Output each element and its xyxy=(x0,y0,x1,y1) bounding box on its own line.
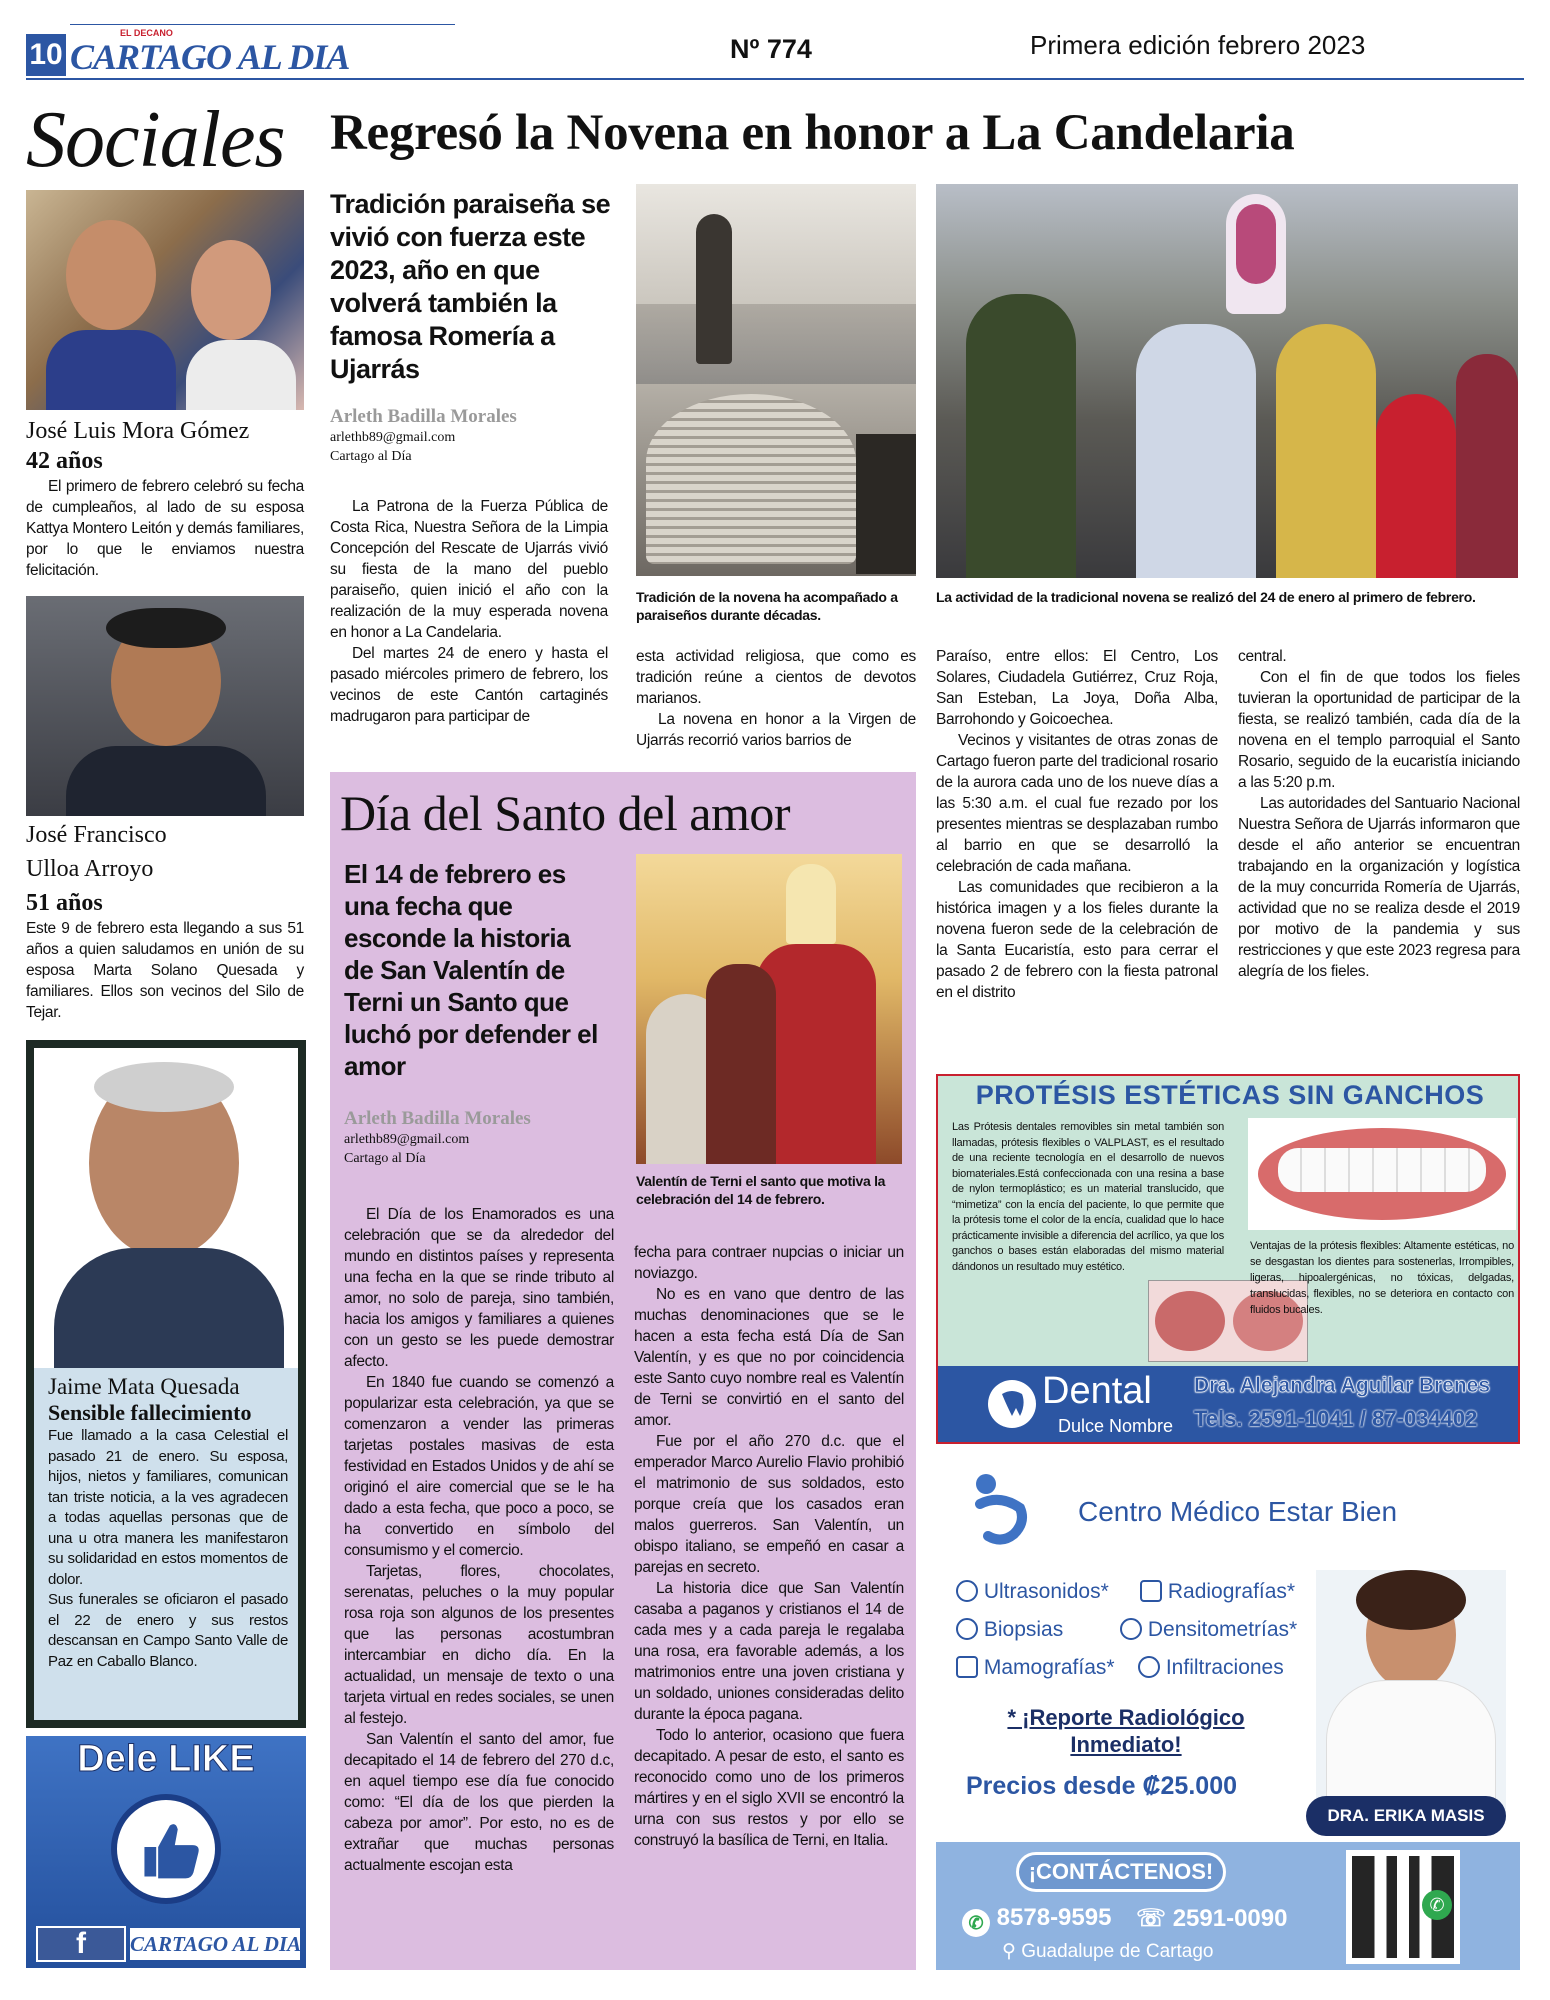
dental-brand-sub: Dulce Nombre xyxy=(1058,1416,1174,1436)
person1-name: José Luis Mora Gómez xyxy=(26,418,250,444)
main-col-3: Paraíso, entre ellos: El Centro, Los Solares, Ciudadela Gutiérrez, Cruz Roja, San Esteban, La Joya, Doña Alba, Barrohondo y Goicoechea. Vecinos y visitantes de otras zonas de Cartago fueron parte del tradicional rosario de la aurora cada uno de los nueve días a las 5:30 a.m. el cual fue rezado por los presentes mientras se desplazaban rumbo al barrio en que se desarrolló la celebración de cada mañana. Las comunidades que recibieron a la histórica imagen y a los fieles durante la novena fueron sede de la celebración de la Santa Eucaristía, esto para cerrar el pasado 2 de febrero con la fiesta patronal en el distrito xyxy=(936,648,1218,1001)
valentin-headline: Día del Santo del amor xyxy=(340,785,790,841)
valentin-email: arlethb89@gmail.com xyxy=(344,1132,470,1147)
person1-age: 42 años xyxy=(26,448,103,474)
xray-icon xyxy=(1140,1580,1162,1602)
valentin-author: Arleth Badilla Morales xyxy=(344,1108,531,1129)
medical-ad xyxy=(936,1460,1520,1970)
service-item: Ultrasonidos* xyxy=(956,1580,1109,1604)
like-ad-logo: CARTAGO AL DIA xyxy=(130,1928,300,1960)
qr-code[interactable] xyxy=(1346,1850,1460,1964)
header-rule xyxy=(26,78,1524,80)
location: ⚲ Guadalupe de Cartago xyxy=(1002,1941,1214,1962)
main-byline xyxy=(330,406,620,466)
dental-ad-footer xyxy=(938,1366,1520,1444)
obituary-title: Sensible fallecimiento xyxy=(48,1400,252,1425)
photo2-caption: La actividad de la tradicional novena se realizó del 24 de enero al primero de febrero. xyxy=(936,589,1476,605)
dental-brand: Dental xyxy=(1042,1370,1152,1412)
header-rule-top xyxy=(70,24,455,25)
contact-button[interactable]: ¡CONTÁCTENOS! xyxy=(1016,1852,1226,1892)
main-email: arlethb89@gmail.com xyxy=(330,430,456,445)
phone-icon: ☏ xyxy=(1136,1905,1167,1932)
densitometry-icon xyxy=(1120,1618,1142,1640)
masthead-title: CARTAGO AL DIA xyxy=(70,37,350,77)
masthead-decano: EL DECANO xyxy=(120,28,173,38)
facebook-icon[interactable]: f xyxy=(36,1926,126,1962)
whatsapp-phone[interactable]: ✆ 8578-9595 xyxy=(962,1904,1111,1937)
dental-doctor: Dra. Alejandra Aguilar Brenes xyxy=(1194,1374,1491,1397)
main-col-4: central. Con el fin de que todos los fieles tuvieran la oportunidad de participar de la fiesta, se realizó también, cada día de la novena en el templo parroquial el Santo Rosario, seguido de la eucaristía iniciando a las 5:20 p.m. Las autoridades del Santuario Nacional Nuestra Señora de Ujarrás informaron que desde el año anterior se encuentran trabajando en la organización y logística de la muy concurrida Romería de Ujarrás, actividad que no se realiza desde el 2019 por motivo de la pandemia y sus restricciones y que este 2023 regresa para alegría de los fieles. xyxy=(1238,648,1520,980)
main-outlet: Cartago al Día xyxy=(330,449,412,464)
page-number: 10 xyxy=(26,34,66,76)
biopsy-icon xyxy=(956,1618,978,1640)
report-text: * ¡Reporte Radiológico Inmediato! xyxy=(1007,1705,1245,1757)
service-item: Biopsias xyxy=(956,1618,1063,1642)
contact-band xyxy=(936,1842,1520,1970)
valentin-box xyxy=(330,772,916,1970)
dental-ad xyxy=(936,1074,1520,1444)
mammography-icon xyxy=(956,1656,978,1678)
service-item: Infiltraciones xyxy=(1138,1656,1284,1680)
whatsapp-icon: ✆ xyxy=(962,1909,990,1937)
like-ad-title: Dele LIKE xyxy=(77,1738,255,1780)
person1-text: El primero de febrero celebró su fecha de cumpleaños, al lado de su esposa Kattya Montero Leitón y demás familiares, por lo que le enviamos nuestra felicitación. xyxy=(26,478,304,579)
prices-text: Precios desde ₡25.000 xyxy=(966,1772,1237,1800)
dental-phones: Tels. 2591-1041 / 87-034402 xyxy=(1194,1406,1478,1431)
landline-phone[interactable]: ☏ 2591-0090 xyxy=(1136,1905,1288,1932)
thumbs-up-icon[interactable] xyxy=(111,1794,221,1904)
medical-title: Centro Médico Estar Bien xyxy=(1078,1496,1398,1527)
valentin-byline xyxy=(344,1108,604,1168)
obituary-body: Fue llamado a la casa Celestial el pasado 21 de enero. Su esposa, hijos, nietos y familiares, comunican tan triste noticia, a la ves agradecen a todas aquellas personas que de una u otra manera les manifestaron su solidaridad en estos momentos de dolor. Sus funerales se oficiaron el pasado el 22 de enero y sus restos descansan en Campo Santo Valle de Paz en Caballo Blanco. xyxy=(48,1427,288,1670)
service-item: Densitometrías* xyxy=(1120,1618,1297,1642)
tooth-icon xyxy=(988,1380,1036,1428)
main-col-1: La Patrona de la Fuerza Pública de Costa Rica, Nuestra Señora de la Limpia Concepción del Rescate de Ujarrás vivió su fiesta de la mano del pueblo paraiseño, quien inició el año con la realización de la muy esperada novena en honor a La Candelaria. Del martes 24 de enero y hasta el pasado miércoles primero de febrero, los vecinos de este Cantón cartaginés madrugaron para participar de xyxy=(330,498,608,725)
doctor-photo xyxy=(1316,1570,1506,1820)
service-item: Radiografías* xyxy=(1140,1580,1295,1604)
section-title: Sociales xyxy=(26,96,285,184)
procession-photo xyxy=(936,184,1518,578)
masthead-logo xyxy=(70,28,350,78)
valentin-outlet: Cartago al Día xyxy=(344,1151,426,1166)
ultrasound-icon xyxy=(956,1580,978,1602)
location-pin-icon: ⚲ xyxy=(1002,1941,1016,1962)
obituary-box xyxy=(26,1040,306,1728)
service-item: Mamografías* xyxy=(956,1656,1115,1680)
obituary-name: Jaime Mata Quesada xyxy=(48,1374,240,1399)
person2-text: Este 9 de febrero esta llegando a sus 51 años a quien saludamos en unión de su esposa Marta Solano Quesada y familiares. Ellos son vecinos del Silo de Tejar. xyxy=(26,920,304,1021)
main-headline: Regresó la Novena en honor a La Candelaria xyxy=(330,105,1295,161)
main-col-2: esta actividad religiosa, que como es tradición reúne a cientos de devotos marianos. La novena en honor a la Virgen de Ujarrás recorrió varios barrios de xyxy=(636,648,916,749)
person2-name-2: Ulloa Arroyo xyxy=(26,856,154,882)
valentin-col-2: fecha para contraer nupcias o iniciar un noviazgo. No es en vano que dentro de las muchas denominaciones que se le hacen a esta fecha está Día de San Valentín, y es que no por coincidencia este Santo cuyo nombre real es Valentín de Terni se convirtió en el santo del amor. Fue por el año 270 d.c. que el emperador Marco Aurelio Flavio prohibió el matrimonio de sus soldados, esto porque creía que los casados eran malos guerreros. San Valentín, un obispo italiano, se empeñó en casar a parejas en secreto. La historia dice que San Valentín casaba a paganos y cristianos el 14 de cada mes y a cada pareja le regalaba una rosa, era favorable además, a los matrimonios entre una joven cristiana y un soldado, uniones consideradas delito durante la época pagana. Todo lo anterior, ocasiono que fuera decapitado. A pesar de esto, el santo es reconocido como uno de los primeros mártires y en el siglo XVII se encontró la urna con sus restos y por ello se construyó la basílica de Terni, en Italia. xyxy=(634,1244,904,1849)
person2-age: 51 años xyxy=(26,890,103,916)
saint-valentin-painting xyxy=(636,854,902,1164)
person2-name-1: José Francisco xyxy=(26,822,167,848)
medical-logo-icon xyxy=(970,1470,1030,1550)
valentin-subhead: El 14 de febrero es una fecha que esconde la historia de San Valentín de Terni un Santo que luchó por defender el amor xyxy=(344,859,598,1081)
historic-procession-photo xyxy=(636,184,916,576)
teeth-photo xyxy=(1248,1118,1516,1230)
main-subhead: Tradición paraiseña se vivió con fuerza este 2023, año en que volverá también la famosa Romería a Ujarrás xyxy=(330,189,611,384)
main-author: Arleth Badilla Morales xyxy=(330,406,517,427)
obituary-photo xyxy=(34,1048,298,1368)
syringe-icon xyxy=(1138,1656,1160,1678)
issue-number: Nº 774 xyxy=(730,34,812,64)
birthday-photo-2 xyxy=(26,596,304,816)
photo1-caption: Tradición de la novena ha acompañado a paraiseños durante décadas. xyxy=(636,589,898,623)
obituary-text-block xyxy=(34,1368,298,1720)
doctor-name-badge: DRA. ERIKA MASIS xyxy=(1306,1796,1506,1836)
like-ad xyxy=(26,1736,306,1968)
valentin-caption: Valentín de Terni el santo que motiva la celebración del 14 de febrero. xyxy=(636,1173,886,1207)
dental-ad-advantages: Ventajas de la prótesis flexibles: Altamente estéticas, no se desgastan los dientes para sostenerlas, Irrompibles, ligeras, hipoalergénicas, no tóxicas, delgadas, translucidas, flexibles, no se deteriora en contacto con fluidos bucales. xyxy=(1250,1240,1514,1316)
whatsapp-icon: ✆ xyxy=(1422,1890,1452,1920)
edition-date: Primera edición febrero 2023 xyxy=(1030,30,1366,60)
dental-ad-text: Las Prótesis dentales removibles sin metal también son llamadas, prótesis flexibles o VALPLAST, es el resultado de una reciente tecnología en el desarrollo de nuevos biomateriales.Está confeccionada con una resina a base de nylon termoplástico; es un material translucido, que “mimetiza” con la encía del paciente, lo que permite que la prótesis tome el color de la encía, cualidad que lo hace prácticamente invisible a diferencia del acrílico, ya que los ganchos o bases están elaboradas del mismo material dándonos un resultado muy estético. xyxy=(952,1121,1224,1273)
birthday-photo-1 xyxy=(26,190,304,410)
valentin-col-1: El Día de los Enamorados es una celebración que se da alrededor del mundo en distintos países y representa una fecha en la que se rinde tributo al amor, no solo de pareja, sino también, hacia los amigos y familiares a quienes con un gesto se les puede demostrar afecto. En 1840 fue cuando se comenzó a popularizar esta celebración, ya que se comenzaron a vender las primeras tarjetas postales masivas de esta festividad en Estados Unidos y de ahí se originó el aire comercial que se le ha dado a esta fecha, que poco a poco, se ha convertido en símbolo del consumismo y el comercio. Tarjetas, flores, chocolates, serenatas, peluches o la muy popular rosa roja son algunos de los presentes que las personas acostumbran intercambiar en dicho día. En la actualidad, un mensaje de texto o una tarjeta virtual en redes sociales, se unen al festejo. San Valentín el santo del amor, fue decapitado el 14 de febrero del 270 d.c, en aquel tiempo ese día fue conocido como: “El día de los que pierden la cabeza por amor”. Por esto, no es de extrañar que muchas personas actualmente escojan esta xyxy=(344,1206,614,1874)
dental-ad-title: PROTÉSIS ESTÉTICAS SIN GANCHOS xyxy=(975,1080,1485,1110)
